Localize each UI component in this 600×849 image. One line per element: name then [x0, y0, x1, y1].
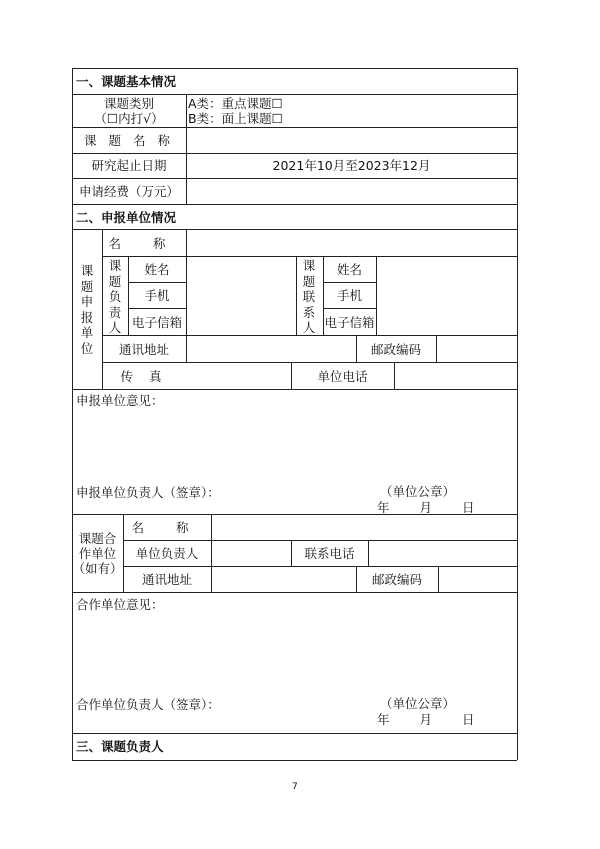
table-line: [72, 389, 517, 390]
category-b-checkbox[interactable]: B类：面上课题☐: [188, 111, 283, 126]
category-label-line2: （☐内打√）: [94, 111, 164, 126]
unit-name-label: 名 称: [108, 236, 180, 251]
table-line: [128, 282, 186, 283]
coop-leader-label: 单位负责人: [135, 546, 199, 561]
coop-postcode-label: 邮政编码: [371, 572, 422, 587]
table-line: [72, 733, 517, 734]
project-leader-side-label: 课题负责人: [108, 258, 122, 335]
table-line: [72, 204, 517, 205]
contact-email-label: 电子信箱: [324, 315, 375, 330]
leader-name-label: 姓名: [144, 262, 170, 277]
table-line: [323, 308, 376, 309]
coop-address-label: 通讯地址: [141, 572, 192, 587]
section3-title: 三、课题负责人: [76, 739, 164, 754]
coop-opinion-label: 合作单位意见：: [76, 597, 164, 612]
coop-side-label-1: 课题合: [78, 531, 117, 546]
period-value: 2021年10月至2023年12月: [272, 158, 431, 173]
table-border-right: [517, 68, 518, 760]
leader-email-label: 电子信箱: [131, 315, 182, 330]
section2-title: 二、申报单位情况: [76, 210, 177, 225]
table-line: [72, 229, 517, 230]
category-label-line1: 课题类别: [103, 96, 154, 111]
table-border-bottom: [72, 760, 517, 761]
coop-date-label: 年 月 日: [377, 712, 475, 727]
table-line: [368, 540, 369, 566]
table-line: [102, 362, 517, 363]
table-line: [123, 566, 517, 567]
contact-phone-label: 手机: [336, 288, 362, 303]
table-line: [128, 308, 186, 309]
period-label: 研究起止日期: [91, 158, 167, 173]
section1-title: 一、课题基本情况: [76, 74, 177, 89]
address-label: 通讯地址: [118, 342, 169, 357]
postcode-label: 邮政编码: [370, 342, 421, 357]
coop-signer-label: 合作单位负责人（签章）：: [76, 697, 220, 712]
page-number: 7: [292, 782, 298, 792]
applicant-date-label: 年 月 日: [377, 500, 475, 515]
applicant-seal-label: （单位公章）: [380, 484, 456, 499]
project-contact-side-label: 课题联系人: [302, 258, 316, 335]
coop-name-label: 名 称: [131, 520, 203, 535]
coop-seal-label: （单位公章）: [380, 696, 456, 711]
table-line: [376, 256, 377, 335]
category-a-checkbox[interactable]: A类：重点课题☐: [188, 96, 283, 111]
coop-phone-label: 联系电话: [304, 546, 355, 561]
table-line: [72, 127, 517, 128]
table-line: [186, 229, 187, 362]
applicant-opinion-label: 申报单位意见：: [76, 393, 164, 408]
applicant-unit-side-label: 课题申报单位: [80, 263, 94, 356]
table-line: [436, 335, 437, 362]
applicant-signer-label: 申报单位负责人（签章）：: [76, 485, 220, 500]
table-line: [102, 256, 517, 257]
fax-label: 传 真: [120, 369, 168, 384]
leader-phone-label: 手机: [144, 288, 170, 303]
table-line: [72, 178, 517, 179]
table-line: [323, 282, 376, 283]
table-line: [72, 153, 517, 154]
table-line: [296, 256, 297, 335]
topic-name-label: 课 题 名 称: [84, 133, 174, 148]
unit-phone-label: 单位电话: [317, 369, 368, 384]
table-line: [394, 362, 395, 389]
table-line: [123, 540, 517, 541]
coop-side-label-3: （如有）: [72, 561, 123, 576]
coop-side-label-2: 作单位: [78, 546, 117, 561]
table-line: [72, 94, 517, 95]
table-border-top: [72, 68, 517, 69]
contact-name-label: 姓名: [336, 262, 362, 277]
table-line: [186, 94, 187, 204]
table-line: [438, 566, 439, 592]
table-line: [72, 592, 517, 593]
funding-label: 申请经费（万元）: [78, 184, 179, 199]
table-line: [102, 229, 103, 389]
table-line: [211, 514, 212, 592]
